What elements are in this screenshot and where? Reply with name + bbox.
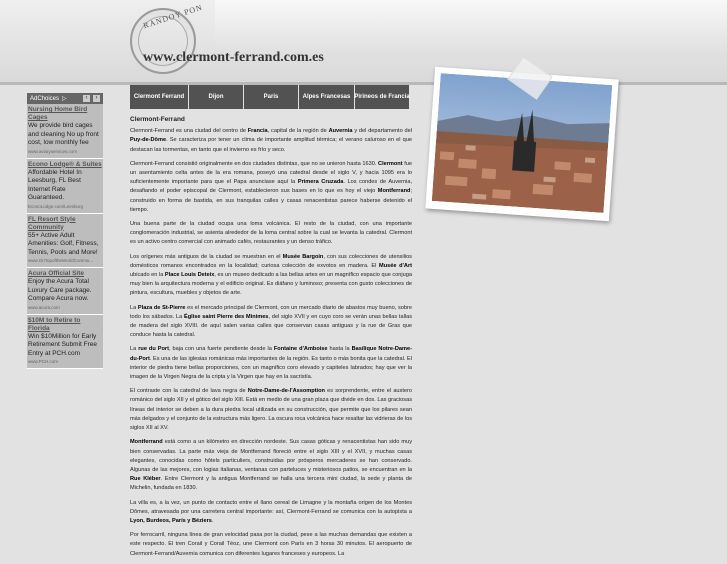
ad-sidebar [27, 93, 103, 545]
ad-item[interactable] [27, 214, 103, 269]
ad-url[interactable]: EconoLodge.com/Leesburg [28, 203, 84, 209]
ad-text: Affordable Hotel In Leesburg, FL Best Internet Rate Guaranteed. [28, 168, 82, 201]
nav-item-paris[interactable]: Paris [244, 85, 299, 109]
adchoices-label[interactable]: AdChoices [30, 95, 60, 102]
ad-title[interactable]: Nursing Home Bird Cages [28, 106, 88, 121]
cathedral-cityscape-image [432, 73, 613, 213]
paragraph: La villa es, a la vez, un punto de contacto entre el llano cereal de Limagne y la montaña origen de los Montes Dômes, atravesada por una carretera central importante: así, Clermont-Ferrand se comunica con la autopista a Lyon, Burdeos, París y Béziers. [130, 499, 412, 524]
paragraph: Los orígenes más antiguos de la ciudad se muestran en el Musée Bargoin, con sus colecciones de utensilios domésticos romanos encontrados en la localidad; curiosa colección de exvotos en madera. El Musée d'Art ubicado en la Place Louis Deteix, es un museo dedicado a las bellas artes en un magnífico espacio que conjuga muy bien la arquitectura moderna y el edificio original. Es diáfano y luminoso; presenta con gusto colecciones de pintura, escultura, muebles y objetos de arte. [130, 253, 412, 297]
ad-text: Enjoy the Acura Total Luxury Care package. Compare Acura now. [28, 278, 92, 302]
ad-item[interactable] [27, 268, 103, 315]
article-heading: Clermont-Ferrand [130, 116, 185, 123]
ad-item[interactable] [27, 104, 103, 159]
ad-url[interactable]: www.PCH.com [28, 359, 59, 364]
ad-url[interactable]: www.acura.com [28, 304, 60, 310]
ad-item[interactable] [27, 315, 103, 370]
ad-title[interactable]: FL Resort Style Community [28, 215, 76, 231]
site-header [0, 0, 727, 85]
paragraph: La Plaza de St-Pierre es el mercado principal de Clermont, con un mercado diario de abastos muy bueno, sobre todo los sábados. La Église saint Pierre des Minimes, del siglo XVII y en cuyo coro se verán unas bellas tallas de madera del siglo XVIII. de aquí salen varias calles que conservan casas antiguas y la rue de Gras que conduce hasta la catedral. [130, 304, 412, 339]
adchoices-bar[interactable] [27, 93, 103, 104]
site-title[interactable]: www.clermont-ferrand.com.es [143, 50, 324, 65]
paragraph: Montferrand está como a un kilómetro en dirección nordeste. Sus casas góticas y renacentistas han sido muy bien conservadas. La parte más vieja de Montferrand floreció entre el siglo XIII y el XVII, y muchas casas elegantes, conocidas como hôtels particuliers, construidas por prósperos mercaderes se han conservado. Algunas de las mejores, con logias italianas, ventanas con parteluces y misteriosos patios, se encuentran en la Rue Kléber. Entre Clermont y la antigua Montferrand se halla una tercera mini ciudad, la sede y planta de Michelin, fundada en 1830. [130, 439, 413, 492]
paragraph: El contraste con la catedral de lava negra de Notre-Dame-de-l'Assomption es sorprendente, entre el austero románico del siglo XII y el gótico del siglo XIII. Está en medio de una gran plaza que divide en dos. Las graciosas líneas del interior se deben a la dura piedra local utilizada en su construcción, que permite que los pilares sean más delgados y el conjunto de la estructura más ligero. La oscura roca volcánica hace resaltar las vidrieras de los siglos XII al XV. [130, 388, 413, 432]
ad-url[interactable]: www.OnTopoftheWorldCommu... [28, 258, 94, 263]
ad-next-icon[interactable]: › [93, 95, 100, 102]
paragraph: Una buena parte de la ciudad ocupa una loma volcánica. El resto de la ciudad, con una importante conglomeración industrial, se asienta alrededor de la loma central sobre la cual se levanta la catedral. Clermont es un activo centro comercial con animado cafés, restaurantes y un denso tráfico. [130, 221, 412, 246]
stamp-text: RANDOY PON [142, 2, 204, 31]
ad-text: We provide bird cages and cleaning No up front cost, low monthly fee [28, 122, 99, 146]
main-article [130, 115, 412, 564]
nav-item-alpes-francesas[interactable]: Alpes Francesas [299, 85, 355, 109]
paragraph: Clermont-Ferrand es una ciudad del centro de Francia, capital de la región de Auvernia y del departamento del Puy-de-Dôme. Se caracteriza por tener un clima de importante amplitud térmica; el verano caluroso en el que destacan las tormentas, en tanto que el invierno es frío y seco. [130, 128, 412, 153]
ad-title[interactable]: Econo Lodge® & Suites [28, 160, 102, 168]
ad-prev-icon[interactable]: ‹ [83, 95, 90, 102]
ad-title[interactable]: $10M to Retire to Florida [28, 316, 81, 332]
main-nav [130, 85, 410, 109]
ad-item[interactable] [27, 159, 103, 214]
adchoices-icon[interactable]: ▷ [62, 96, 67, 102]
ad-url[interactable]: www.aviaryservices.com [28, 148, 78, 154]
nav-item-pirineos-de-francia[interactable]: Pirineos de Francia [355, 85, 409, 109]
paragraph: Por ferrocarril, ninguna línea de gran velocidad pasa por la ciudad, pese a las muchas demandas que existen a este respecto. El tren Corail y Corail Téoz, une Clermont con París en 3 horas 30 minutos. El aeropuerto de Clermont-Ferrand/Auvernia comunica con diferentes lugares franceses y europeos. La [130, 532, 412, 557]
nav-item-dijon[interactable]: Dijon [189, 85, 244, 109]
nav-item-clermont-ferrand[interactable]: Clermont Ferrand [130, 85, 189, 109]
ad-text: 55+ Active Adult Amenities: Golf, Fitness, Tennis, Pools and More! [28, 231, 99, 256]
paragraph: Clermont-Ferrand consistió originalmente en dos ciudades distintas, que no se unieron hasta 1630. Clermont fue un asentamiento celta antes de la era romana, poseyó una catedral desde el siglo V, y hacia 1095 era lo suficientemente importante para que el Papa anunciase aquí la Primera Cruzada. Los condes de Auvernia, desafiando el poder episcopal de Clermont, establecieron sus bases en lo que es hoy el viejo Montferrand; construido en forma de bastida, en sus tranquilas calles y casas renacentistas parece haberse detenido el tiempo. [130, 160, 412, 213]
ad-text: Win $10Million for Early Retirement Submit Free Entry at PCH.com [28, 332, 97, 357]
paragraph: La rue du Port, baja con una fuerte pendiente desde la Fontaine d'Amboise hasta la Basílique Notre-Dame-du-Port. Es una de las iglesias románicas más importantes de la región. Es tanto o más bonita que la catedral. El interior de piedra tiene bellas proporciones, con un magnífico coro elevado y capiteles labrados; hay que ver la imagen de la Virgen Negra de la cripta y la Virgen que hay en la sacristía. [130, 346, 412, 381]
ad-title[interactable]: Acura Official Site [28, 270, 84, 277]
